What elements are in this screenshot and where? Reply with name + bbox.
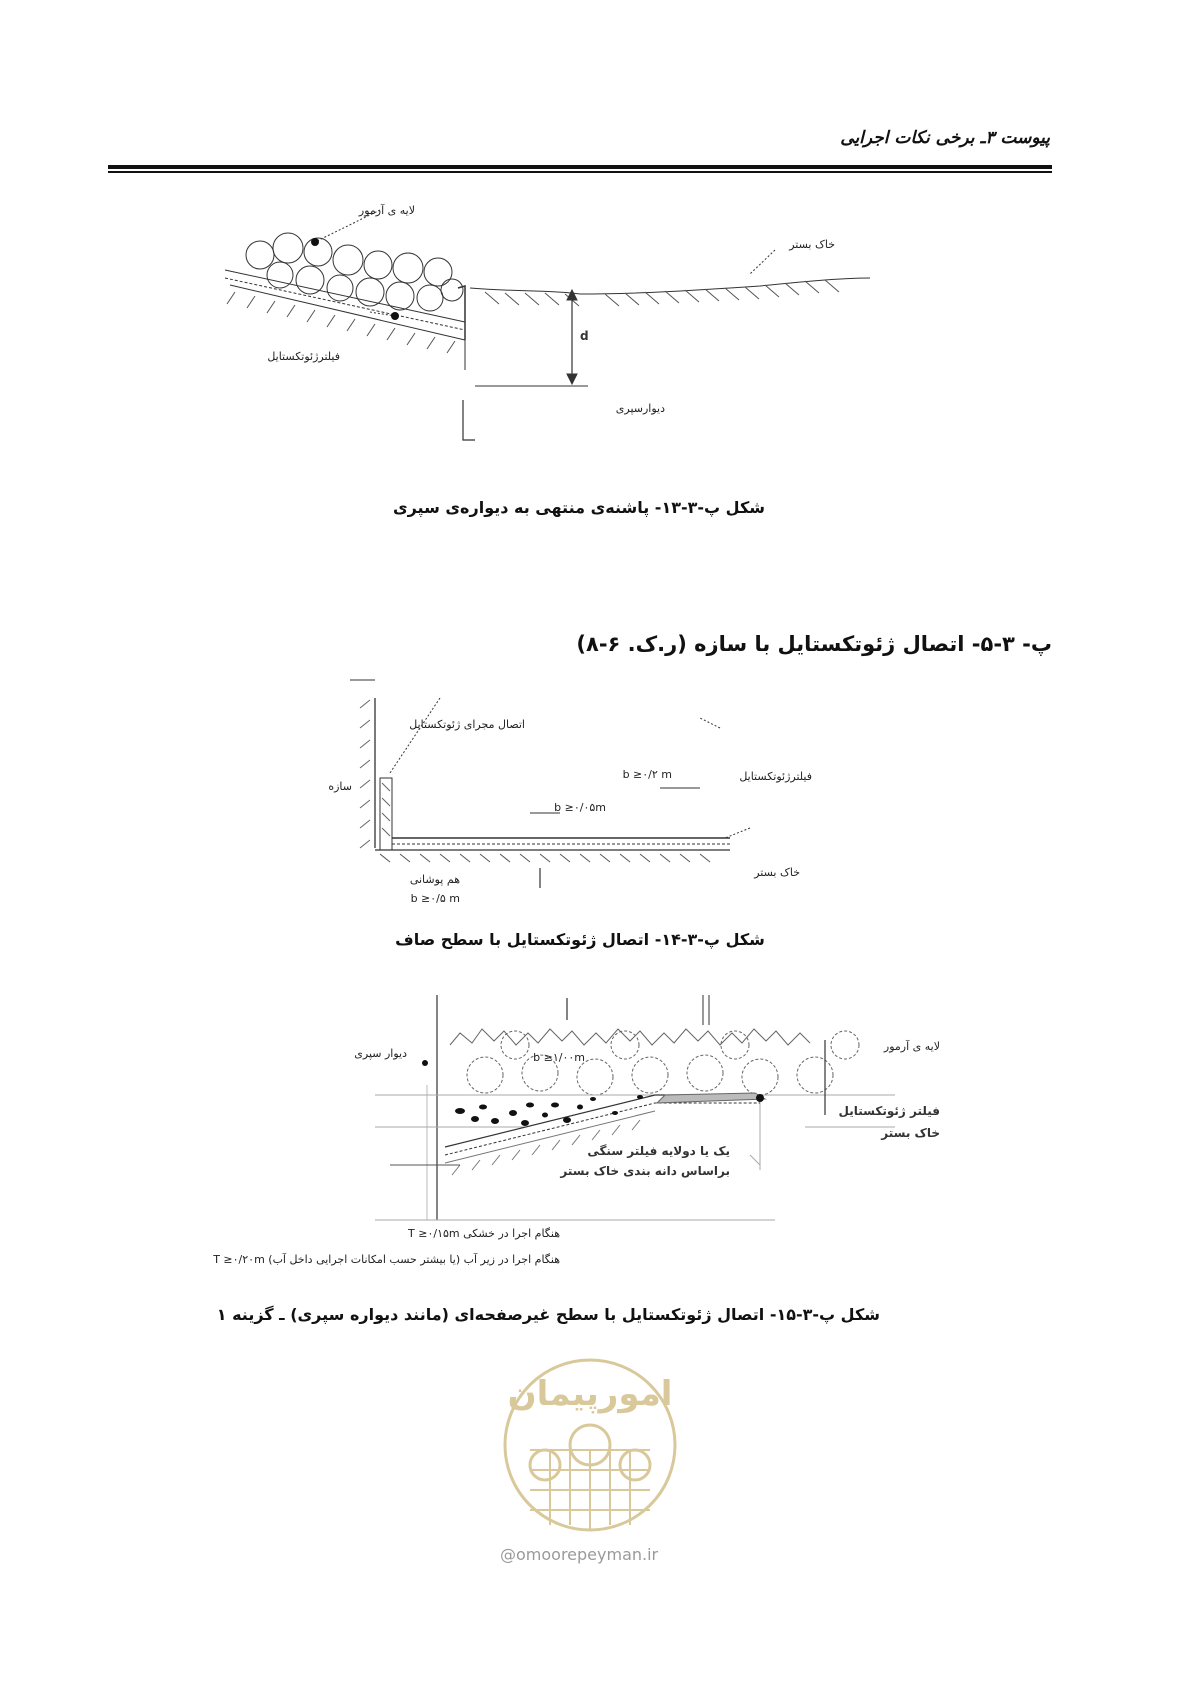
scale-icon <box>530 1450 560 1480</box>
at-icon: @ <box>500 1545 516 1564</box>
label-bed-soil: خاک بستر <box>789 238 835 251</box>
label-t-wet: T ≥۰/۲۰m هنگام اجرا در زیر آب (یا بیشتر حسب امکانات اجرایی داخل آب) <box>213 1253 560 1266</box>
label-armor: لایه ی آرمور <box>358 204 415 217</box>
label-d: d <box>580 329 589 343</box>
label-structure: سازه <box>328 780 352 793</box>
channel-leader <box>390 698 440 773</box>
label-overlap: هم پوشانی <box>409 873 460 886</box>
armor-tick <box>703 995 709 1025</box>
filter-stones <box>422 1060 764 1126</box>
label-bed-soil: خاک بستر <box>881 1126 940 1140</box>
label-geotextile-filter: فیلتر ژئوتکستایل <box>838 1104 940 1118</box>
label-geotextile-filter: فیلترژئوتکستایل <box>267 350 340 363</box>
figure-15-drawing <box>195 995 995 1295</box>
filter-leader <box>700 718 720 728</box>
label-sheet-wall: دیوار سپری <box>354 1047 407 1060</box>
label-sheet-wall: دیوارسپری <box>615 402 665 415</box>
watermark-logo <box>490 1350 690 1540</box>
label-t-dry: T ≥۰/۱۵m هنگام اجرا در خشکی <box>408 1227 560 1240</box>
excavator-icon <box>620 1450 650 1480</box>
armor-rocks <box>246 233 463 311</box>
label-stone-filter-1: یک یا دولایه فیلتر سنگی <box>587 1144 730 1158</box>
sheet-wall-top <box>458 286 465 340</box>
geotextile-strip <box>657 1093 765 1103</box>
label-channel: اتصال مجرای ژئوتکستایل <box>409 718 525 731</box>
header-rule-thick <box>108 165 1052 169</box>
bed-soil-leader <box>725 828 750 838</box>
label-b3: b ≥۰/۵ m <box>410 892 460 905</box>
d-arrow-bottom <box>567 374 577 384</box>
d-arrow-top <box>567 290 577 300</box>
geotextile-channel <box>380 778 392 850</box>
geotextile-line-lower <box>225 278 465 330</box>
label-b2: b ≥۰/۰۵m <box>554 801 606 814</box>
section-heading: پ- ۳-۵- اتصال ژئوتکستایل با سازه (ر.ک. ۶-۸) <box>576 632 1052 656</box>
header-rule-thin <box>108 171 1052 173</box>
logo-text: امورپیمان <box>507 1374 673 1414</box>
figure-13-drawing <box>220 200 940 480</box>
figure-14-caption: شکل پ-۳-۱۴- اتصال ژئوتکستایل با سطح صاف <box>395 930 765 949</box>
geotextile-line-upper <box>225 270 465 322</box>
sheet-wall-bottom <box>463 400 475 440</box>
label-bed-soil: خاک بستر <box>754 866 800 879</box>
ground-line <box>470 278 870 294</box>
slope-base <box>230 285 465 340</box>
figure-13-caption: شکل پ-۳-۱۳- پاشنه‌ی منتهی به دیواره‌ی سپری <box>392 498 765 517</box>
armor-rocks <box>450 1029 859 1095</box>
armor-marker <box>311 238 319 246</box>
watermark-url: @omoorepeyman.ir <box>500 1545 659 1564</box>
figure-14-drawing <box>320 678 880 918</box>
label-stone-filter-2: براساس دانه بندی خاک بستر <box>560 1164 730 1178</box>
figure-15-caption: شکل پ-۳-۱۵- اتصال ژئوتکستایل با سطح غیرصفحه‌ای (مانند دیواره سپری) ـ گزینه ۱ <box>216 1305 880 1324</box>
running-header: پیوست ۳ـ برخی نکات اجرایی <box>840 128 1050 148</box>
label-armor: لایه ی آرمور <box>883 1040 940 1053</box>
label-filter: فیلترژئوتکستایل <box>739 770 812 783</box>
label-b: b ≥۱/۰۰m <box>533 1051 585 1064</box>
filter-marker <box>391 312 399 320</box>
label-b1: b ≥۰/۲ m <box>622 768 672 781</box>
bed-soil-leader <box>750 250 775 274</box>
